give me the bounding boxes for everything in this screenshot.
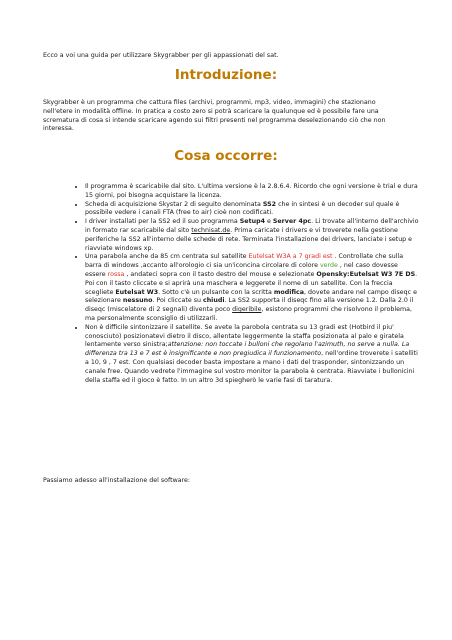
bold-text: nessuno [122, 297, 153, 305]
item-text: . Li trovate all'interno dell'archivio in formato rar scaricabile dal sito [85, 218, 419, 234]
underlined-text: digeribile [232, 306, 262, 314]
item-text: , nel caso dovesse essere [85, 262, 398, 278]
item-text: . Controllate che sulla barra di windows ,accanto all'orologio ci sia un'iconcina circolare di colore [85, 253, 404, 270]
item-text: I driver installati per la SS2 ed il suo programma [85, 218, 240, 226]
item-text: , dovete andare nel campo diseqc e selezionare [85, 288, 418, 305]
item-text: , esistono programmi che risolvono il problema, ma personalmente sconsiglio di utilizzarli. [85, 306, 412, 322]
list-item [85, 201, 420, 219]
heading-introduzione: Introduzione: [174, 67, 278, 83]
intro-paragraph: Skygrabber è un programma che cattura files (archivi, programmi, mp3, video, immagini) che stazionano nell'etere in modalità offline. In pratica a costo zero si potrà scaricare la qualunque ed è possibile fare una scrematura di cosa si intende scaricare agendo sui filtri presenti nel programma deselezionando ciò che non interessa. [43, 99, 386, 133]
heading-cosa-occorre: Cosa occorre: [174, 148, 278, 164]
footer-text: Passiamo adesso all'installazione del software: [43, 477, 191, 484]
item-text: . Poi cliccate su [152, 297, 203, 305]
item-text: Scheda di acquisizione Skystar 2 di seguito denominata [85, 200, 263, 208]
list-item [85, 253, 420, 323]
bold-text: modifica [273, 288, 305, 296]
item-text: . Sotto c'è un pulsante con la scritta [158, 288, 274, 296]
item-text: e [264, 218, 273, 226]
item-text: , nell'ordine troverete i satelliti a 10, 9 , 7 est. Con qualsiasi decoder basta impostare a mano i dati del trasponder, sintonizzando un canale free. Quando vedrete l'immagine sul vostro monitor la parabola è centrata. Riavviate i bullonicini della staffa ed il gioco è fatto. In un altro 3d spiegherò le varie fasi di taratura. [85, 350, 418, 384]
list-item [85, 183, 420, 201]
green-text: verde [319, 262, 338, 270]
item-text: Non è difficile sintonizzare il satellite. Se avete la parobola centrata su 13 gradi est (Hotbird il piu' conosciuto) posizionatevi dietro il disco, allentate leggermente la staffa posizionata al palo e giratela lentamente verso sinistra; [85, 323, 404, 349]
item-text: . Prima caricate i drivers e vi troverete nella gestione periferiche la SS2 all'interno delle schede di rete. Terminata l'installazione dei drivers, lanciate i setup e riavviate windows xp. [85, 226, 413, 252]
item-text: , andateci sopra con il tasto destro del mouse e selezionate [124, 270, 317, 278]
red-text: rossa [107, 270, 125, 278]
italic-text: attenzione: non toccate i bulloni che regolano l'azimuth, no serve a nulla. La differenza tra 13 e 7 est è insignificante e non pregiudica il funzionamento [85, 341, 410, 358]
item-text: . La SS2 supporta il diseqc fino alla versione 1.2. Dalla 2.0 il diseqc (miscelatore di 2 segnali) diventa poco [85, 297, 414, 314]
item-text: che in sintesi è un decoder sul quale è possibile vedere i canali FTA (free to air) cioè non codificati. [85, 200, 400, 217]
technisat-link[interactable]: technisat.de [191, 226, 231, 234]
bold-text: chiudi [202, 297, 225, 305]
item-text: Una parabola anche da 85 cm centrata sul satellite [85, 253, 249, 261]
bold-text: Server 4pc [272, 218, 312, 226]
red-text: Eutelsat W3A a 7 gradi est [248, 253, 333, 261]
intro-text: Ecco a voi una guida per utilizzare Skygrabber per gli appassionati del sat. [43, 52, 279, 59]
bold-text: Opensky:Eutelsat W3 7E DS [316, 270, 416, 278]
item-text: . Poi con il tasto cliccate e si aprirà una maschera e leggerete il nome di un satellite. Con la freccia scegliete [85, 270, 418, 296]
bold-text: SS2 [262, 200, 277, 208]
bold-text: Eutelsat W3 [115, 288, 159, 296]
requirements-list [60, 183, 420, 385]
bold-text: Setup4 [239, 218, 265, 226]
list-item [85, 218, 420, 253]
list-item [85, 324, 420, 386]
item-text: Il programma è scaricabile dal sito. L'ultima versione è la 2.8.6.4. Ricordo che ogni versione è trial e dura 15 giorni, poi bisogna acquistare la licenza. [85, 183, 418, 199]
